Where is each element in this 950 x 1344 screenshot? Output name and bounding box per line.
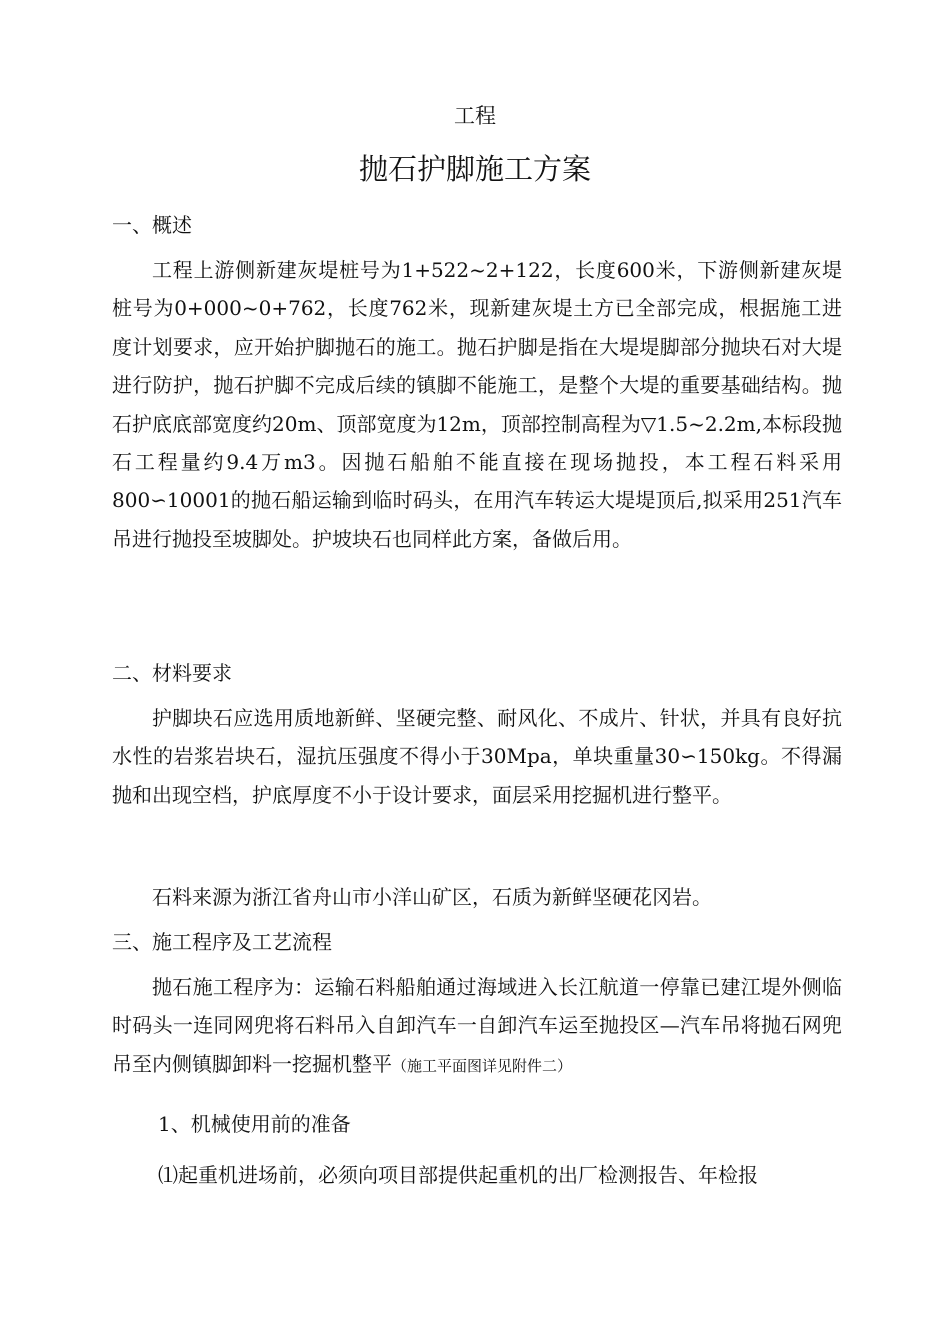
- section-heading-materials: 二、材料要求: [112, 661, 232, 685]
- section-heading-procedure: 三、施工程序及工艺流程: [112, 930, 332, 954]
- section-heading-overview: 一、概述: [112, 213, 192, 237]
- subheading-machine-prep: 1、机械使用前的准备: [158, 1112, 351, 1136]
- pre-title: 工程: [454, 104, 496, 128]
- paragraph-procedure: [112, 968, 842, 1085]
- list-item-crane: ⑴起重机进场前，必须向项目部提供起重机的出厂检测报告、年检报: [158, 1163, 758, 1187]
- paragraph-materials: 护脚块石应选用质地新鲜、坚硬完整、耐风化、不成片、针状，并具有良好抗水性的岩浆岩块石，湿抗压强度不得小于30Mpa，单块重量30∽150kg。不得漏抛和出现空档，护底厚度不小于设计要求，面层采用挖掘机进行整平。: [112, 706, 842, 807]
- paragraph-stone-source: 石料来源为浙江省舟山市小洋山矿区，石质为新鲜坚硬花冈岩。: [152, 885, 712, 909]
- procedure-text: 抛石施工程序为：运输石料船舶通过海域进入长江航道一停靠已建江堤外侧临时码头一连同网兜将石料吊入自卸汽车一自卸汽车运至抛投区—汽车吊将抛石网兜吊至内侧镇脚卸料一挖掘机整平: [112, 975, 842, 1076]
- procedure-note: （施工平面图详见附件二）: [392, 1056, 573, 1075]
- page-title: 抛石护脚施工方案: [358, 152, 591, 186]
- paragraph-overview: 工程上游侧新建灰堤桩号为1+522~2+122，长度600米，下游侧新建灰堤桩号为0+000~0+762，长度762米，现新建灰堤土方已全部完成，根据施工进度计划要求，应开始护脚抛石的施工。抛石护脚是指在大堤堤脚部分抛块石对大堤进行防护，抛石护脚不完成后续的镇脚不能施工，是整个大堤的重要基础结构。抛石护底底部宽度约20m、顶部宽度为12m，顶部控制高程为▽1.5~2.2m,本标段抛石工程量约9.4万m3。因抛石船舶不能直接在现场抛投，本工程石料采用800∽10001的抛石船运输到临时码头，在用汽车转运大堤堤顶后,拟采用251汽车吊进行抛投至坡脚处。护坡块石也同样此方案，备做后用。: [112, 258, 842, 551]
